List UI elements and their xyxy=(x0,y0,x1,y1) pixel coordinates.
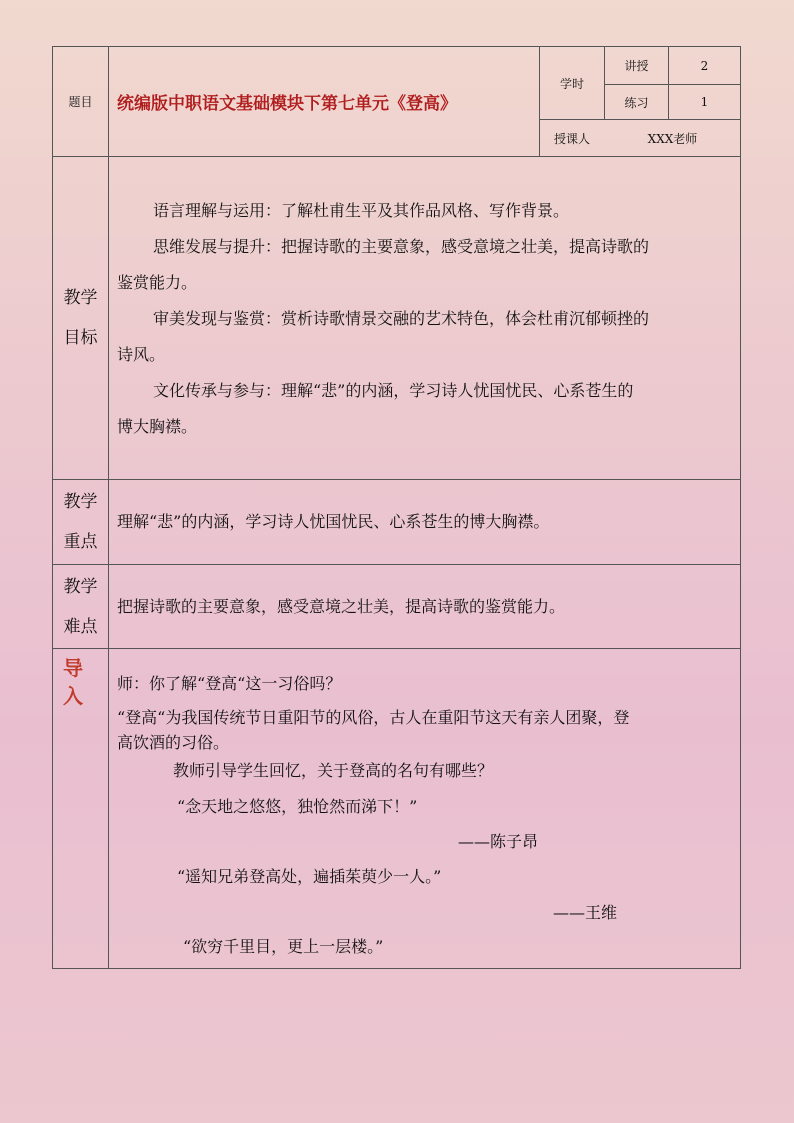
row-divider xyxy=(53,564,740,565)
intro-attribution: ——王维 xyxy=(553,903,618,922)
lecture-value: 2 xyxy=(700,58,709,73)
objective-item: 思维发展与提升：把握诗歌的主要意象，感受意境之壮美，提高诗歌的 xyxy=(153,237,650,256)
key-points-label-line2: 重点 xyxy=(63,532,98,552)
difficulties-text: 把握诗歌的主要意象，感受意境之壮美，提高诗歌的鉴赏能力。 xyxy=(117,597,566,616)
difficulties-label-line1: 教学 xyxy=(63,576,98,597)
difficulties-label-line2: 难点 xyxy=(63,616,98,637)
hours-label: 学时 xyxy=(559,76,584,91)
row-divider xyxy=(53,479,740,480)
row-divider xyxy=(53,156,740,157)
row-divider xyxy=(53,648,740,649)
intro-quote: “欲穷千里目，更上一层楼。” xyxy=(183,937,384,956)
objective-item: 语言理解与运用：了解杜甫生平及其作品风格、写作背景。 xyxy=(153,201,570,220)
intro-line: 师：你了解“登高“这一习俗吗？ xyxy=(117,674,342,693)
teacher-label: 授课人 xyxy=(553,131,590,146)
intro-label-line2: 入 xyxy=(63,684,83,708)
key-points-text: 理解“悲”的内涵，学习诗人忧国忧民、心系苍生的博大胸襟。 xyxy=(117,512,550,531)
lecture-label: 讲授 xyxy=(624,59,649,73)
intro-quote: “念天地之悠悠，独怆然而涕下！” xyxy=(177,797,418,816)
intro-label-line1: 导 xyxy=(63,656,83,680)
objective-item: 博大胸襟。 xyxy=(117,417,198,436)
lesson-plan-table xyxy=(52,46,741,969)
objective-item: 审美发现与鉴赏：赏析诗歌情景交融的艺术特色，体会杜甫沉郁顿挫的 xyxy=(153,309,650,328)
intro-label xyxy=(63,654,103,710)
key-points-label-line1: 教学 xyxy=(63,492,98,512)
practice-label: 练习 xyxy=(624,95,649,110)
practice-value: 1 xyxy=(700,95,709,109)
intro-line: 高饮酒的习俗。 xyxy=(117,733,230,752)
objectives-label-line1: 教学 xyxy=(63,288,98,308)
intro-quote: “遥知兄弟登高处，遍插茱萸少一人。” xyxy=(177,867,442,886)
objective-item: 鉴赏能力。 xyxy=(117,273,198,292)
objectives-label xyxy=(53,157,108,479)
intro-line: 教师引导学生回忆，关于登高的名句有哪些？ xyxy=(173,761,494,780)
topic-value: 统编版中职语文基础模块下第七单元《登高》 xyxy=(117,94,457,114)
intro-line: “登高“为我国传统节日重阳节的风俗，古人在重阳节这天有亲人团聚，登 xyxy=(117,708,630,727)
key-points-label xyxy=(53,480,108,564)
intro-attribution: ——陈子昂 xyxy=(458,832,539,851)
topic-label: 题目 xyxy=(68,95,93,109)
teacher-value: XXX老师 xyxy=(647,131,698,146)
difficulties-label xyxy=(53,565,108,648)
column-divider xyxy=(108,47,109,968)
objectives-label-line2: 目标 xyxy=(63,328,98,348)
objective-item: 文化传承与参与：理解“悲”的内涵，学习诗人忧国忧民、心系苍生的 xyxy=(153,381,634,400)
objective-item: 诗风。 xyxy=(117,345,166,364)
